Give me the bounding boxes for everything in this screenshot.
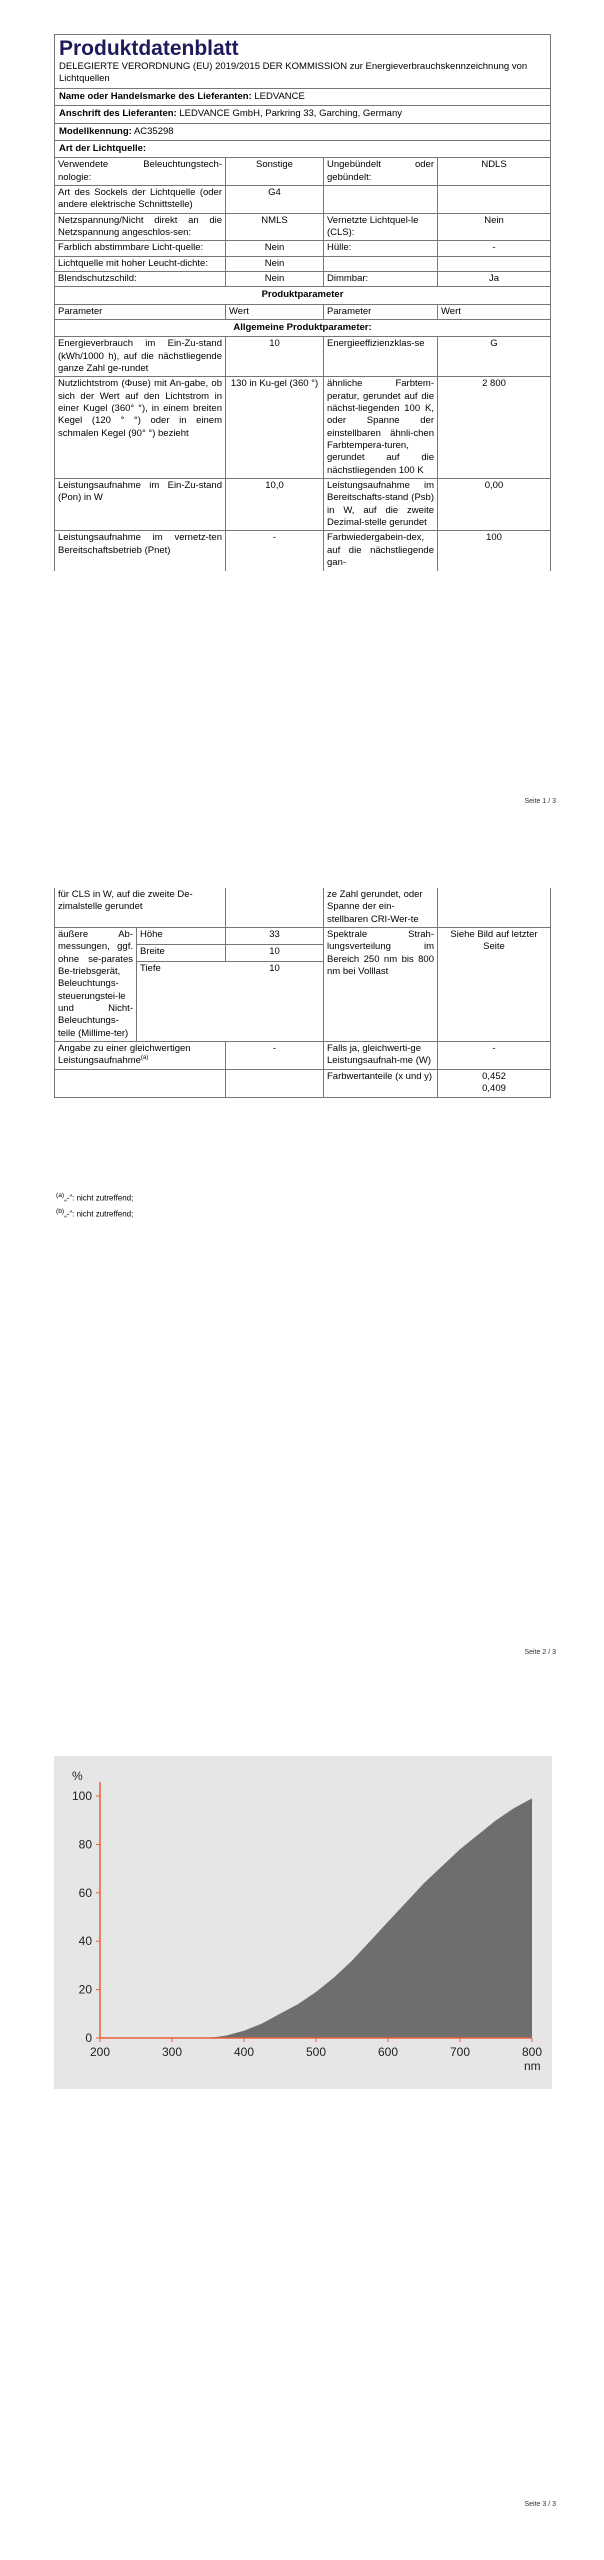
column-header: Parameter <box>324 305 438 319</box>
page-2 <box>0 840 604 1700</box>
x-tick-label: 300 <box>161 2045 183 2059</box>
row-value: 10 <box>226 337 324 376</box>
regulation-text: DELEGIERTE VERORDNUNG (EU) 2019/2015 DER KOMMISSION zur Energieverbrauchskennzeichnung von Lichtquellen <box>59 61 528 85</box>
table-row <box>55 257 550 272</box>
table-row <box>55 337 550 377</box>
model-value: AC35298 <box>133 125 174 137</box>
row-label: Blendschutzschild: <box>55 272 226 286</box>
dimension-value: 10 <box>269 963 280 975</box>
row-label: Art des Sockels der Lichtquelle (oder andere elektrische Schnittstelle) <box>55 186 226 213</box>
table-row <box>55 531 550 570</box>
table-row <box>55 186 550 214</box>
page-3 <box>0 1700 604 2560</box>
row-label: Farbwiedergabein-dex, auf die nächstliegende gan- <box>324 531 438 570</box>
row-label: ähnliche Farbtem-peratur, gerundet auf die nächst-liegenden 100 K, oder Spanne der einstellbaren ähnli-chen Farbtempera-turen, gerundet auf die nächstliegenden 100 K <box>324 377 438 478</box>
address-value: LEDVANCE GmbH, Parkring 33, Garching, Germany <box>179 108 402 120</box>
row-label: Leistungsaufnahme im vernetz-ten Bereitschaftsbetrieb (Pnet) <box>55 531 226 570</box>
table-header-row <box>55 305 550 320</box>
row-value <box>438 186 550 213</box>
document-title: Produktdatenblatt <box>59 37 239 60</box>
row-label: Vernetzte Lichtquel-le (CLS): <box>324 214 438 241</box>
product-datasheet-table-continued <box>54 888 551 1098</box>
chromaticity-x: 0,452 <box>482 1070 506 1082</box>
row-value <box>438 257 550 271</box>
row-label <box>324 257 438 271</box>
table-row <box>55 888 550 928</box>
row-label: für CLS in W, auf die zweite De-zimalstelle gerundet <box>55 888 226 927</box>
spectral-distribution-chart <box>54 1756 552 2089</box>
row-value: Sonstige <box>226 158 324 185</box>
x-tick-label: 500 <box>305 2045 327 2059</box>
general-params-title: Allgemeine Produktparameter: <box>233 321 372 333</box>
row-value: 130 in Ku-gel (360 °) <box>226 377 324 478</box>
row-value: - <box>226 531 324 570</box>
table-row <box>55 377 550 479</box>
table-row <box>55 1070 550 1098</box>
supplier-label: Name oder Handelsmarke des Lieferanten: <box>59 90 252 102</box>
x-tick-label: 800 <box>521 2045 543 2059</box>
chromaticity-label: Farbwertanteile (x und y) <box>324 1070 438 1097</box>
row-label: Netzspannung/Nicht direkt an die Netzspannung angeschlos-sen: <box>55 214 226 241</box>
model-label: Modellkennung: <box>59 125 132 137</box>
row-value: NDLS <box>481 159 507 171</box>
row-label: Energieeffizienzklas-se <box>324 337 438 376</box>
footnote-text: „-“: nicht zutreffend; <box>64 1209 134 1219</box>
y-tick-label: 100 <box>71 1789 92 1803</box>
equivalent-power-label: Angabe zu einer gleichwertigen Leistungsaufnahme <box>58 1043 191 1067</box>
x-axis-label: nm <box>524 2059 541 2073</box>
equivalent-power-value: - <box>226 1042 324 1069</box>
dimension-label: Tiefe <box>140 963 161 975</box>
y-tick-label: 20 <box>78 1982 92 1997</box>
footnote-a <box>56 1192 133 1204</box>
dimension-value: 10 <box>269 946 280 958</box>
page-number: Seite 3 / 3 <box>524 2501 556 2508</box>
row-label: Lichtquelle mit hoher Leucht-dichte: <box>55 257 226 271</box>
table-row <box>55 479 550 531</box>
row-label: Verwendete Beleuchtungstech-nologie: <box>55 158 226 185</box>
row-value: Nein <box>226 241 324 255</box>
dimension-label: Höhe <box>137 928 226 944</box>
row-label: Leistungsaufnahme im Bereitschafts-stand (Psb) in W, auf die zweite Dezimal-stelle gerundet <box>324 479 438 530</box>
spectral-label: Spektrale Strah-lungsverteilung im Bereich 250 nm bis 800 nm bei Volllast <box>324 928 438 1041</box>
y-tick-label: 40 <box>78 1934 92 1949</box>
row-label: Ungebündelt oder gebündelt: <box>324 158 438 185</box>
equivalent-power-w-value: - <box>492 1043 496 1055</box>
row-label: ze Zahl gerundet, oder Spanne der ein-stellbaren CRI-Wer-te <box>324 888 438 927</box>
footnote-b <box>56 1208 133 1220</box>
row-label: Nutzlichtstrom (Φuse) mit An-gabe, ob sich der Wert auf den Lichtstrom in einer Kugel (360° °), in einem breiten Kegel (120 ° °) oder in einem schmalen Kegel (90° °) bezieht <box>55 377 226 478</box>
dimensions-row <box>55 928 550 1042</box>
row-label <box>324 186 438 213</box>
product-datasheet-table <box>54 34 551 571</box>
row-label: Energieverbrauch im Ein-Zu-stand (kWh/1000 h), auf die nächstliegende ganze Zahl ge-rundet <box>55 337 226 376</box>
equivalent-power-w-label: Falls ja, gleichwerti-ge Leistungsaufnah-me (W) <box>324 1042 438 1069</box>
row-value: 100 <box>486 532 502 544</box>
row-value: - <box>492 242 496 254</box>
x-tick-label: 600 <box>377 2045 399 2059</box>
row-value: Nein <box>484 214 504 226</box>
spectrum-svg <box>54 1756 552 2089</box>
page-number: Seite 1 / 3 <box>524 798 556 805</box>
table-row <box>55 158 550 186</box>
row-label: Leistungsaufnahme im Ein-Zu-stand (Pon) in W <box>55 479 226 530</box>
row-value: G <box>490 338 498 350</box>
y-tick-label: 0 <box>85 2031 92 2045</box>
column-header: Parameter <box>55 305 226 319</box>
spectrum-area <box>100 1798 532 2038</box>
dimension-value: 33 <box>269 929 280 941</box>
address-label: Anschrift des Lieferanten: <box>59 108 177 120</box>
y-tick-label: 60 <box>78 1885 92 1900</box>
supplier-value: LEDVANCE <box>254 90 305 102</box>
page-1 <box>0 0 604 840</box>
x-tick-label: 700 <box>449 2045 471 2059</box>
section-title: Produktparameter <box>261 289 344 301</box>
column-header: Wert <box>226 305 324 319</box>
row-label: Farblich abstimmbare Licht-quelle: <box>55 241 226 255</box>
footnote-marker: (a) <box>140 1055 149 1062</box>
dimension-label: Breite <box>137 945 226 961</box>
column-header: Wert <box>441 305 461 317</box>
y-axis-label: % <box>72 1769 83 1783</box>
row-value: G4 <box>226 186 324 213</box>
table-row <box>55 1042 550 1070</box>
spectral-value: Siehe Bild auf letzter Seite <box>450 929 538 953</box>
row-value: 0,00 <box>484 480 504 492</box>
footnote-marker: (a) <box>56 1192 65 1199</box>
row-value: Ja <box>488 272 500 284</box>
footnote-marker: (b) <box>56 1208 65 1215</box>
row-value: 2 800 <box>482 378 506 390</box>
dimensions-label: äußere Ab-messungen, ggf. ohne se-parates Be-triebsgerät, Beleuchtungs-steuerungstei-le und Nicht-Beleuchtungs-teile (Millime-ter) <box>55 928 137 1041</box>
table-row <box>55 241 550 256</box>
row-label: Hülle: <box>324 241 438 255</box>
row-label: Dimmbar: <box>324 272 438 286</box>
row-value: Nein <box>226 257 324 271</box>
footnote-text: „-“: nicht zutreffend; <box>64 1193 134 1203</box>
row-value: 10,0 <box>226 479 324 530</box>
table-row <box>55 272 550 287</box>
table-row <box>55 214 550 242</box>
y-tick-label: 80 <box>78 1837 92 1852</box>
x-tick-label: 200 <box>89 2045 111 2059</box>
lightsource-type-label: Art der Lichtquelle: <box>59 142 147 154</box>
page-number: Seite 2 / 3 <box>524 1649 556 1656</box>
row-value: Nein <box>226 272 324 286</box>
chromaticity-y: 0,409 <box>482 1083 506 1095</box>
row-value: NMLS <box>226 214 324 241</box>
x-tick-label: 400 <box>233 2045 255 2059</box>
